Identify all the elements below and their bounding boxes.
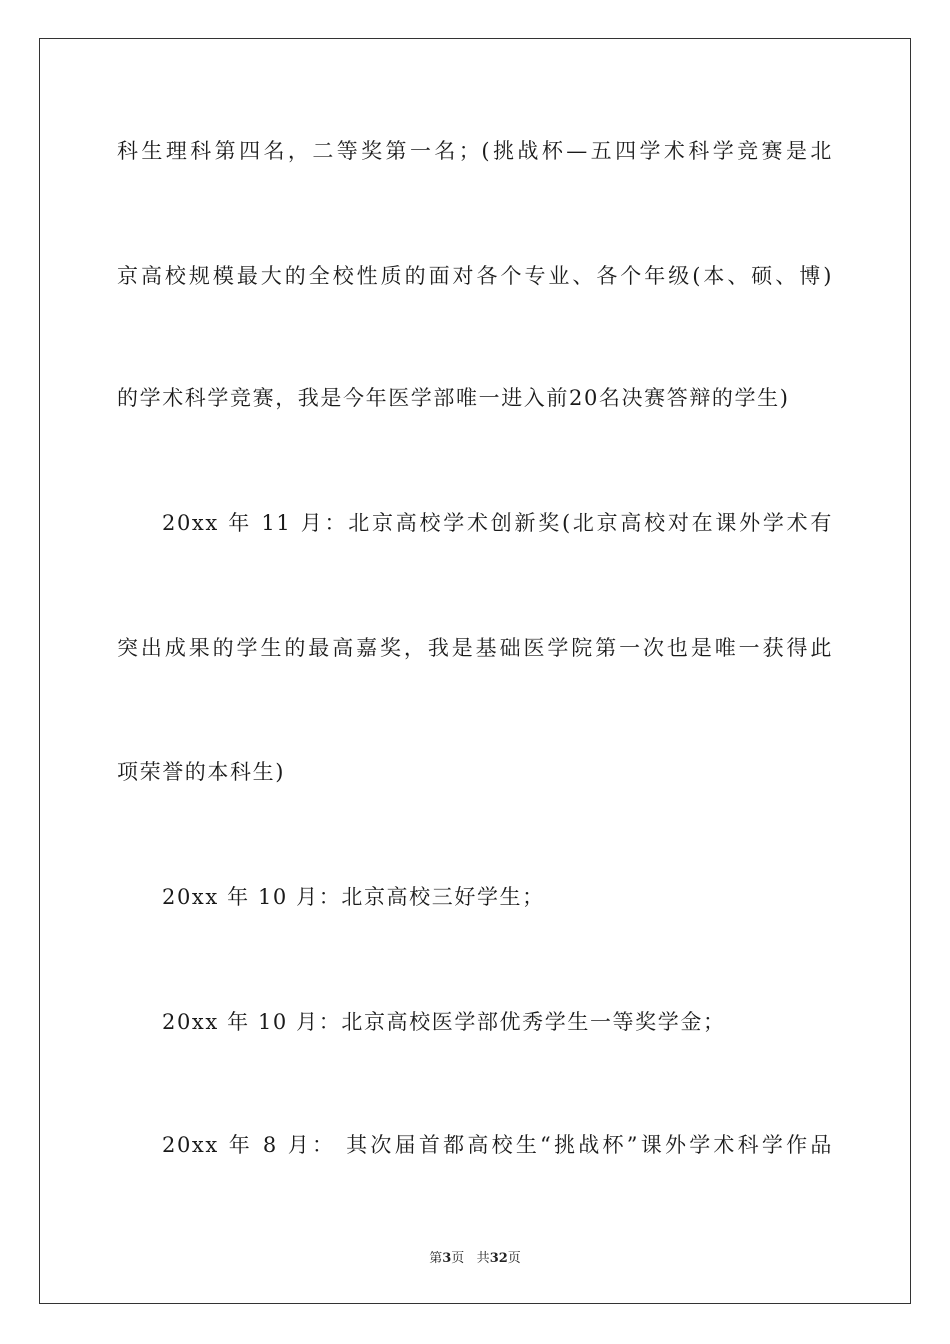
footer-prefix: 第 <box>429 1251 443 1266</box>
footer-page-number: 3 <box>442 1251 452 1266</box>
footer-total-prefix: 共 <box>476 1251 490 1266</box>
footer-total-unit: 页 <box>507 1251 521 1266</box>
page-border <box>39 38 911 1304</box>
footer-total-pages: 32 <box>489 1251 508 1266</box>
text-line-9: 20xx 年 8 月： 其次届首都高校生“挑战杯”课外学术科学作品 <box>162 1133 833 1157</box>
text-line-7: 20xx 年 10 月：北京高校三好学生； <box>162 885 545 909</box>
text-line-1: 科生理科第四名，二等奖第一名；(挑战杯—五四学术科学竞赛是北 <box>117 139 833 163</box>
text-line-3: 的学术科学竞赛，我是今年医学部唯一进入前20名决赛答辩的学生) <box>117 386 790 410</box>
text-line-8: 20xx 年 10 月：北京高校医学部优秀学生一等奖学金； <box>162 1010 726 1034</box>
text-line-2: 京高校规模最大的全校性质的面对各个专业、各个年级(本、硕、博) <box>117 264 833 288</box>
text-line-5: 突出成果的学生的最高嘉奖，我是基础医学院第一次也是唯一获得此 <box>117 636 833 660</box>
page-footer <box>0 1247 950 1266</box>
text-line-4: 20xx 年 11 月：北京高校学术创新奖(北京高校对在课外学术有 <box>162 511 833 535</box>
text-line-6: 项荣誉的本科生) <box>117 760 285 784</box>
footer-page-unit: 页 <box>451 1251 465 1266</box>
